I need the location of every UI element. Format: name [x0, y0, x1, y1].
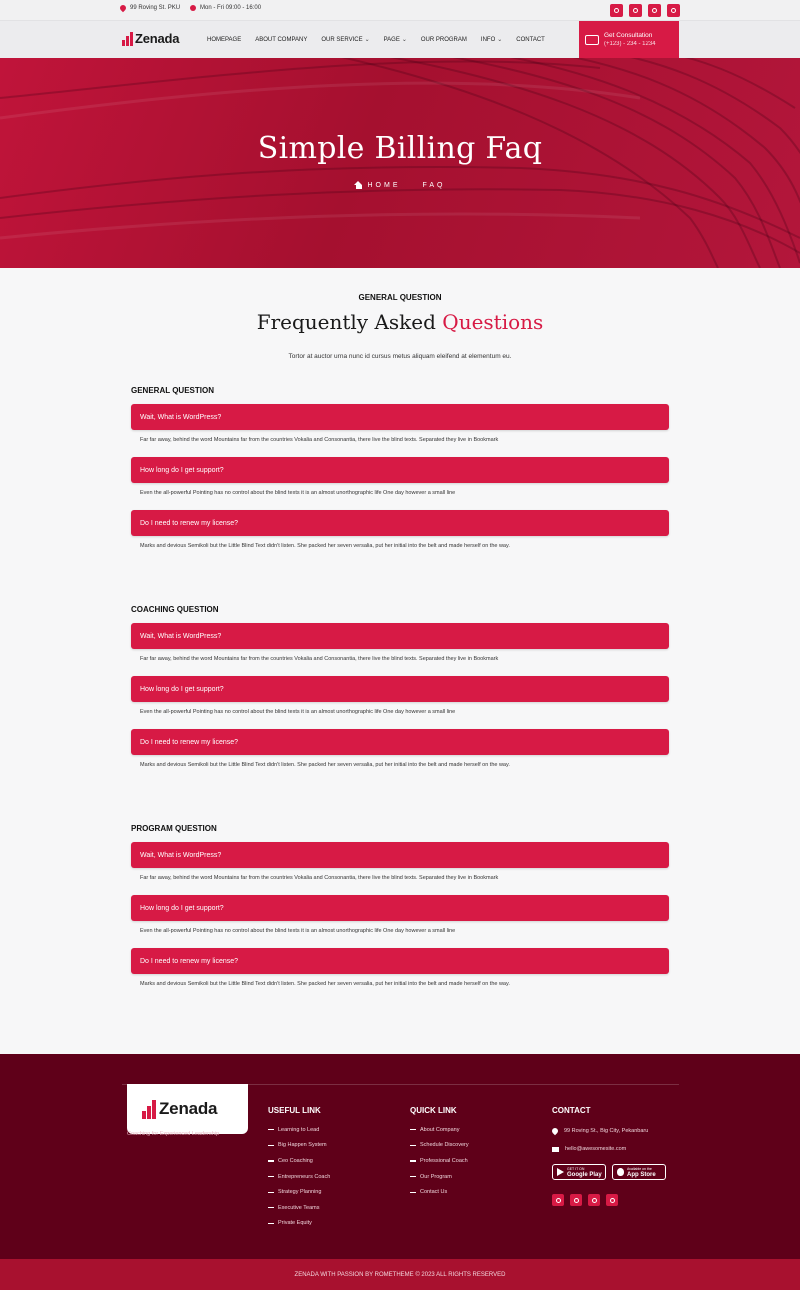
- footer-socials: [552, 1194, 666, 1206]
- footer-quick-links: QUICK LINK About Company Schedule Discovery Professional Coach Our Program Contact Us: [410, 1106, 469, 1200]
- footer-tagline: Coaching for Experienced Leadership: [127, 1131, 220, 1137]
- nav-item-contact[interactable]: CONTACT: [516, 36, 545, 43]
- apple-icon: [617, 1168, 624, 1176]
- youtube-icon[interactable]: [588, 1194, 600, 1206]
- footer-link[interactable]: Professional Coach: [410, 1153, 469, 1169]
- logo-mark-icon: [142, 1100, 156, 1119]
- app-store-badges: [552, 1164, 666, 1180]
- faq-answer: Marks and devious Semikoli but the Little Blind Text didn't listen. She packed her seven versalia, put her initial into the belt and made herself on the way.: [140, 542, 510, 549]
- footer-logo[interactable]: Zenada: [127, 1084, 248, 1134]
- footer-link[interactable]: Ceo Coaching: [268, 1153, 330, 1169]
- nav-item-our-service[interactable]: OUR SERVICE ⌄: [321, 36, 370, 43]
- chat-icon: [585, 35, 599, 45]
- footer-link[interactable]: Learning to Lead: [268, 1122, 330, 1138]
- facebook-icon[interactable]: [552, 1194, 564, 1206]
- footer-link[interactable]: Strategy Planning: [268, 1184, 330, 1200]
- facebook-icon[interactable]: [610, 4, 623, 17]
- chevron-down-icon: ⌄: [497, 37, 503, 43]
- logo-mark-icon: [122, 32, 133, 46]
- map-pin-icon: [551, 1127, 559, 1135]
- faq-section-general: [131, 386, 669, 555]
- faq-answer: Marks and devious Semikoli but the Little Blind Text didn't listen. She packed her seven versalia, put her initial into the belt and made herself on the way.: [140, 761, 510, 768]
- twitter-icon[interactable]: [570, 1194, 582, 1206]
- google-play-icon: [557, 1168, 564, 1176]
- faq-answer: Marks and devious Semikoli but the Little Blind Text didn't listen. She packed her seven versalia, put her initial into the belt and made herself on the way.: [140, 980, 510, 987]
- faq-answer: Even the all-powerful Pointing has no control about the blind texts it is an almost unorthographic life One day however a small line: [140, 927, 456, 934]
- google-play-button[interactable]: GET IT ON Google Play: [552, 1164, 606, 1180]
- home-icon[interactable]: [354, 181, 363, 189]
- breadcrumb: [0, 181, 800, 189]
- logo[interactable]: Zenada: [122, 31, 179, 46]
- footer-useful-links: USEFUL LINK Learning to Lead Big Happen System Ceo Coaching Entrepreneurs Coach Strategy Planning Executive Teams Private Equity: [268, 1106, 330, 1231]
- page-title: Simple Billing Faq: [257, 131, 543, 166]
- footer-email[interactable]: hello@awesomesite.com: [552, 1140, 666, 1158]
- footer-link[interactable]: About Company: [410, 1122, 469, 1138]
- topbar-hours: Mon - Fri 09:00 - 16:00: [190, 5, 261, 11]
- faq-answer: Even the all-powerful Pointing has no control about the blind texts it is an almost unorthographic life One day however a small line: [140, 708, 456, 715]
- copyright-bar: ZENADA WITH PASSION BY ROMETHEME © 2023 ALL RIGHTS RESERVED: [0, 1259, 800, 1290]
- app-store-button[interactable]: Available on the App Store: [612, 1164, 666, 1180]
- faq-question[interactable]: How long do I get support?: [131, 457, 669, 483]
- faq-answer: Far far away, behind the word Mountains far from the countries Vokalia and Consonantia, there live the blind texts. Separated they live in Bookmark: [140, 874, 499, 881]
- footer-link[interactable]: Contact Us: [410, 1184, 469, 1200]
- top-bar: [0, 0, 800, 21]
- nav-menu: [207, 36, 545, 43]
- footer-contact: CONTACT 99 Roving St., Big City, Pekanbaru hello@awesomesite.com GET IT ON Google Play Available on the App Store: [552, 1106, 666, 1206]
- section-title: PROGRAM QUESTION: [131, 824, 217, 833]
- twitter-icon[interactable]: [629, 4, 642, 17]
- chevron-down-icon: ⌄: [401, 37, 407, 43]
- faq-answer: Far far away, behind the word Mountains far from the countries Vokalia and Consonantia, there live the blind texts. Separated they live in Bookmark: [140, 655, 499, 662]
- faq-answer: Far far away, behind the word Mountains far from the countries Vokalia and Consonantia, there live the blind texts. Separated they live in Bookmark: [140, 436, 499, 443]
- faq-question[interactable]: Wait, What is WordPress?: [131, 404, 669, 430]
- get-consultation-button[interactable]: Get Consultation (+123) - 234 - 1234: [579, 21, 679, 58]
- nav-item-page[interactable]: PAGE ⌄: [383, 36, 407, 43]
- breadcrumb-home[interactable]: HOME: [367, 181, 401, 189]
- footer-link[interactable]: Entrepreneurs Coach: [268, 1169, 330, 1185]
- faq-question[interactable]: Do I need to renew my license?: [131, 948, 669, 974]
- intro-eyebrow: GENERAL QUESTION: [358, 293, 442, 302]
- nav-item-homepage[interactable]: HOMEPAGE: [207, 36, 242, 43]
- nav-item-about-company[interactable]: ABOUT COMPANY: [255, 36, 308, 43]
- topbar-address: 99 Roving St. PKU: [120, 5, 180, 11]
- telegram-icon[interactable]: [667, 4, 680, 17]
- main-nav: [0, 21, 800, 58]
- intro-title: Frequently Asked Questions: [256, 310, 544, 334]
- footer-link[interactable]: Our Program: [410, 1169, 469, 1185]
- hero-banner: [0, 58, 800, 268]
- footer-link[interactable]: Schedule Discovery: [410, 1138, 469, 1154]
- footer-link[interactable]: Big Happen System: [268, 1138, 330, 1154]
- chevron-down-icon: ⌄: [364, 37, 370, 43]
- telegram-icon[interactable]: [606, 1194, 618, 1206]
- footer-link[interactable]: Executive Teams: [268, 1200, 330, 1216]
- faq-section-coaching: [131, 605, 669, 774]
- faq-question[interactable]: How long do I get support?: [131, 676, 669, 702]
- nav-item-info[interactable]: INFO ⌄: [480, 36, 503, 43]
- section-title: COACHING QUESTION: [131, 605, 219, 614]
- faq-answer: Even the all-powerful Pointing has no control about the blind texts it is an almost unorthographic life One day however a small line: [140, 489, 456, 496]
- faq-question[interactable]: Wait, What is WordPress?: [131, 623, 669, 649]
- intro-subtitle: Tortor at auctor urna nunc id cursus metus aliquam eleifend at elementum eu.: [288, 353, 512, 360]
- section-title: GENERAL QUESTION: [131, 386, 214, 395]
- faq-question[interactable]: How long do I get support?: [131, 895, 669, 921]
- clock-icon: [190, 5, 196, 11]
- footer-link[interactable]: Private Equity: [268, 1216, 330, 1232]
- map-pin-icon: [119, 4, 127, 12]
- topbar-socials: [610, 4, 680, 17]
- mail-icon: [552, 1147, 559, 1152]
- faq-question[interactable]: Do I need to renew my license?: [131, 510, 669, 536]
- nav-item-our-program[interactable]: OUR PROGRAM: [420, 36, 467, 43]
- youtube-icon[interactable]: [648, 4, 661, 17]
- footer: [0, 1054, 800, 1259]
- faq-question[interactable]: Do I need to renew my license?: [131, 729, 669, 755]
- faq-question[interactable]: Wait, What is WordPress?: [131, 842, 669, 868]
- footer-address: 99 Roving St., Big City, Pekanbaru: [552, 1122, 666, 1140]
- faq-section-program: [131, 824, 669, 993]
- breadcrumb-current: FAQ: [422, 181, 446, 189]
